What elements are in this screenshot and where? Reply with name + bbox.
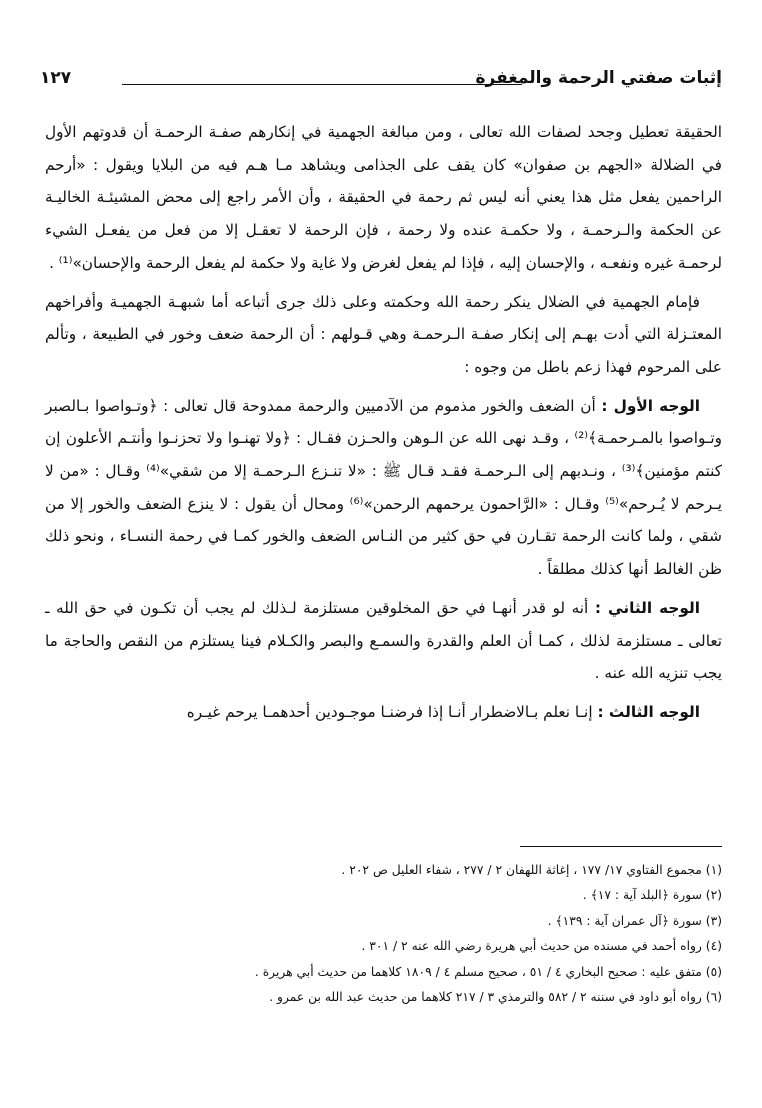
footnote: (٤) رواه أحمد في مسنده من حديث أبي هريرة رضي الله عنه ٢ / ٣٠١ . — [361, 939, 722, 954]
paragraph-lead: الوجه الثالث : — [597, 702, 700, 721]
paragraph — [45, 286, 722, 384]
header-title: إثبات صفتي الرحمة والمغفرة — [475, 68, 722, 88]
footnote: (٣) سورة ﴿آل عمران آية : ١٣٩﴾ . — [547, 913, 722, 928]
paragraph-text: أنه لو قدر أنهـا في حق المخلوقين مستلزمة لـذلك لم يجب أن تكـون في حق الله ـ تعالى ـ مستلزمة لذلك ، كمـا أن العلم والقدرة والسمـع والبصر والكـلام فينا يستلزم من النقص والحاجة ما يجب تنزيه الله عنه . — [45, 598, 722, 683]
footnote: (١) مجموع الفتاوي ١٧/ ١٧٧ ، إغاثة اللهفان ٢ / ٢٧٧ ، شفاء العليل ص ٢٠٢ . — [341, 863, 722, 877]
footnotes — [45, 858, 722, 1010]
body-text — [45, 116, 722, 735]
paragraph-lead: الوجه الثاني : — [594, 598, 701, 617]
footnote: (٢) سورة ﴿البلد آية : ١٧﴾ . — [582, 888, 722, 903]
paragraph-text: الحقيقة تعطيل وجحد لصفات الله تعالى ، ومن مبالغة الجهمية في إنكارهم صفـة الرحمـة أن قدوتهم الأول في الضلالة «الجهم بن صفوان» كان يقف على الجذامى ويشاهد مـا هـم فيه من البلايا ويقول : «أرحم الراحمين يفعل مثل هذا يعني أنه ليس ثم رحمة في الحقيقة ، وأن الأمر راجع إلى محض المشيئـة الخاليـة عن الحكمة والـرحمـة ، ولا حكمـة عنده ولا رحمة ، فإن الرحمة لا تعقـل إلا من فعل من يفعـل الشيء لرحمـة غيره ونفعـه ، والإحسان إليه ، فإذا لم يفعل لغرض ولا غاية ولا حكمة لم يفعل الرحمة والإحسان»⁽¹⁾ . — [45, 123, 722, 272]
paragraph-text: أن الضعف والخور مذموم من الآدميين والرحمة ممدوحة قال تعالى : ﴿وتـواصوا بـالصبر وتـواصوا بالمـرحمـة﴾⁽²⁾ ، وقـد نهى الله عن الـوهن والحـزن فقـال : ﴿ولا تهنـوا ولا تحزنـوا وأنتـم الأعلون إن كنتم مؤمنين﴾⁽³⁾ ، ونـدبهم إلى الـرحمـة فقـد قـال ﷺ : «لا تنـزع الـرحمـة إلا من شقي»⁽⁴⁾ وقـال : «من لا يـرحم لا يُـرحم»⁽⁵⁾ وقـال : «الرَّاحمون يرحمهم الرحمن»⁽⁶⁾ ومحال أن يقول : لا ينزع الضعف والخور إلا من شقي ، ولما كانت الرحمة تقـارن في حق كثير من النـاس الضعف والخور كمـا في رحمة النسـاء ، ونحو ذلك ظن الغالط أنها كذلك مطلقاً . — [45, 396, 722, 579]
paragraph-lead: الوجه الأول : — [601, 396, 700, 415]
paragraph — [45, 592, 722, 690]
paragraph-text: إنـا نعلم بـالاضطرار أنـا إذا فرضنـا موجـودين أحدهمـا يرحم غيـره — [186, 702, 598, 721]
paragraph — [45, 696, 722, 729]
header-rule — [122, 84, 522, 85]
running-header — [40, 68, 722, 92]
page-number: ١٢٧ — [40, 68, 72, 88]
paragraph — [45, 390, 722, 586]
footnote: (٦) رواه أبو داود في سننه ٢ / ٥٨٢ والترمذي ٣ / ٢١٧ كلاهما من حديث عبد الله بن عمرو . — [269, 990, 722, 1005]
footnote: (٥) متفق عليه : صحيح البخاري ٤ / ٥١ ، صحيح مسلم ٤ / ١٨٠٩ كلاهما من حديث أبي هريرة . — [254, 964, 722, 979]
footnote-separator — [520, 846, 722, 847]
paragraph — [45, 116, 722, 280]
paragraph-text: فإمام الجهمية في الضلال ينكر رحمة الله وحكمته وعلى ذلك جرى أتباعه أما شبهـة الجهميـة وأفراخهم المعتـزلة التي أدت بهـم إلى إنكار صفـة الـرحمـة وهي قـولهم : أن الرحمة ضعف وخور في الطبيعة ، وتألم على المرحوم فهذا زعم باطل من وجوه : — [45, 292, 722, 376]
